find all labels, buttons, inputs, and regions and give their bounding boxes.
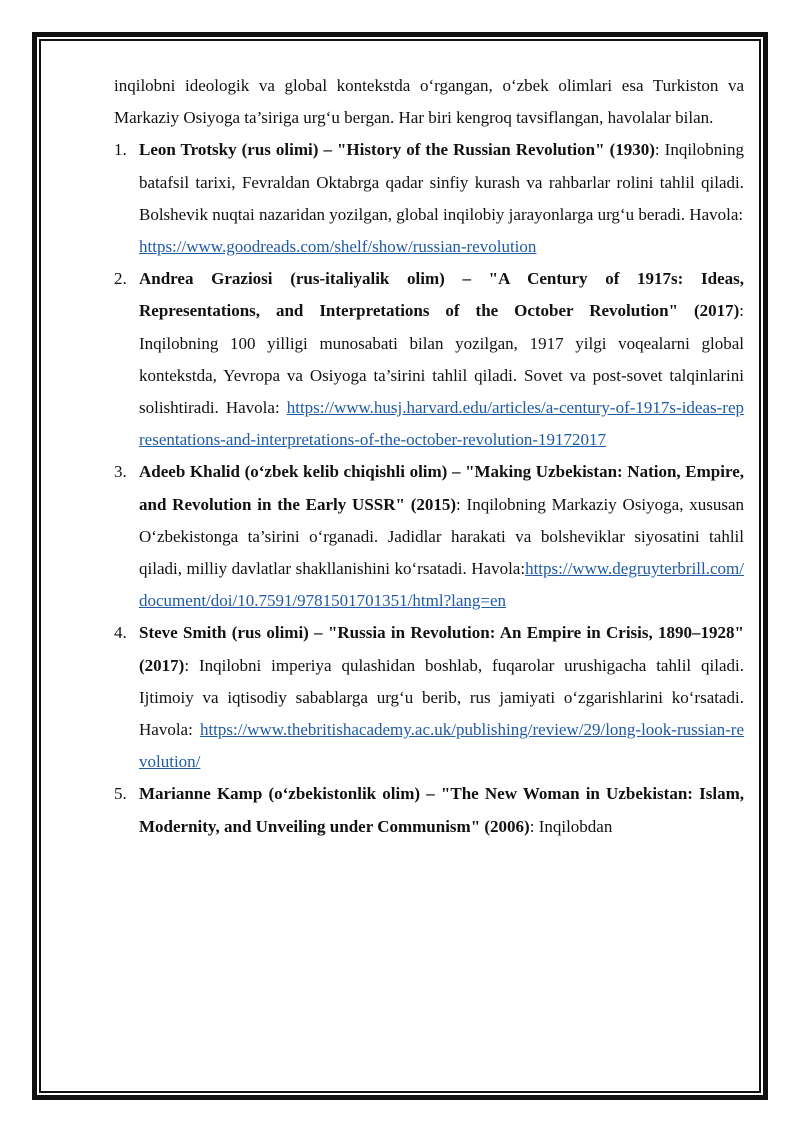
intro-paragraph: inqilobni ideologik va global kontekstda o‘rgangan, o‘zbek olimlari esa Turkiston va Markaziy Osiyoga ta’siriga urg‘u bergan. Har biri kengroq tavsiflangan, havolalar bilan.: [114, 76, 744, 128]
reference-number: 1.: [114, 140, 127, 160]
reference-title: Adeeb Khalid (o‘zbek kelib chiqishli olim) – "Making Uzbekistan: Nation, Empire, and Revolution in the Early USSR" (2015): [139, 462, 744, 514]
reference-description: Inqilobdan: [534, 816, 613, 836]
reference-link[interactable]: https://www.thebritishacademy.ac.uk/publishing/review/29/long-look-russian-revolution/: [139, 720, 744, 772]
reference-description: Inqilobni imperiya qulashidan boshlab, fuqarolar urushigacha tahlil qiladi. Ijtimoiy va iqtisodiy sabablarga urg‘u berib, rus jamiyati o‘zgarishlarini ko‘rsatadi. Havola:: [139, 655, 744, 740]
reference-number: 4.: [114, 623, 127, 643]
reference-link[interactable]: https://www.degruyterbrill.com/document/doi/10.7591/9781501701351/html?lang=en: [139, 559, 744, 611]
reference-item: [114, 778, 744, 842]
reference-link[interactable]: https://www.husj.harvard.edu/articles/a-century-of-1917s-ideas-representations-and-interpretations-of-the-october-revolution-19172017: [139, 398, 744, 450]
reference-item: [114, 134, 744, 263]
reference-item: [114, 617, 744, 778]
reference-description: Inqilobning 100 yilligi munosabati bilan yozilgan, 1917 yilgi voqealarni global kontekstda, Yevropa va Osiyoga ta’sirini tahlil qiladi. Sovet va post-sovet talqinlarini solishtiradi. Havola:: [139, 333, 744, 418]
reference-title: Marianne Kamp (o‘zbekistonlik olim) – "The New Woman in Uzbekistan: Islam, Modernity, and Unveiling under Communism" (2006): [139, 784, 744, 836]
reference-number: 3.: [114, 462, 127, 482]
document-body: [114, 70, 744, 843]
reference-colon: :: [456, 494, 461, 514]
reference-colon: :: [739, 301, 744, 321]
reference-number: 2.: [114, 269, 127, 289]
reference-colon: :: [184, 655, 190, 675]
reference-number: 5.: [114, 784, 127, 804]
reference-title: Andrea Graziosi (rus-italiyalik olim) – "A Century of 1917s: Ideas, Representations, and Interpretations of the October Revolution" (2017): [139, 269, 744, 321]
reference-item: [114, 263, 744, 456]
reference-colon: :: [529, 816, 535, 836]
reference-colon: :: [654, 140, 660, 160]
reference-description: Inqilobning batafsil tarixi, Fevraldan Oktabrga qadar sinfiy kurash va rahbarlar rolini tahlil qiladi. Bolshevik nuqtai nazaridan yozilgan, global inqilobiy jarayonlarga urg‘u beradi. Havola:: [139, 140, 744, 224]
reference-item: [114, 456, 744, 617]
reference-description: Inqilobning Markaziy Osiyoga, xususan O‘zbekistonga ta’sirini o‘rganadi. Jadidlar harakati va bolsheviklar siyosatini tahlil qiladi, milliy davlatlar shakllanishini ko‘rsatadi. Havola:: [139, 494, 744, 579]
reference-title: Leon Trotsky (rus olimi) – "History of the Russian Revolution" (1930): [139, 140, 655, 160]
reference-link[interactable]: https://www.goodreads.com/shelf/show/russian-revolution: [139, 237, 537, 257]
reference-title: Steve Smith (rus olimi) – "Russia in Revolution: An Empire in Crisis, 1890–1928" (2017): [139, 623, 744, 675]
reference-list: [114, 134, 744, 842]
